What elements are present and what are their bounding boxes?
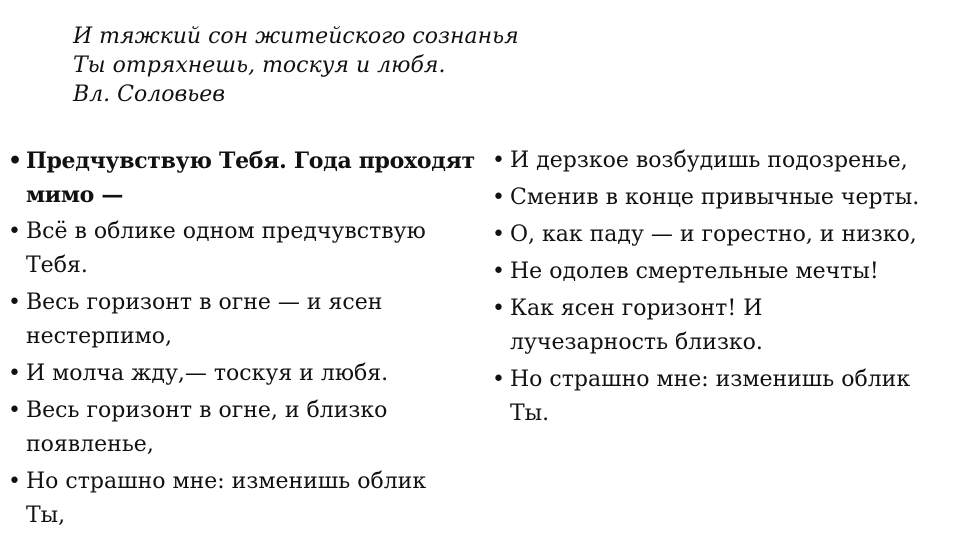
epigraph-line-1: И тяжкий сон житейского сознанья <box>73 24 519 49</box>
bullet: • <box>492 185 505 210</box>
bullet: • <box>8 148 22 174</box>
epigraph-line-2: Ты отряхнешь, тоскуя и любя. <box>73 53 446 78</box>
list-item-line: И дерзкое возбудишь подозренье, <box>510 148 908 173</box>
epigraph <box>73 22 519 109</box>
list-item <box>492 255 958 289</box>
list-item-line: Но страшно мне: изменишь облик <box>26 469 427 494</box>
list-item <box>8 286 480 354</box>
list-item <box>8 394 480 462</box>
list-item-line: Ты. <box>510 401 550 426</box>
list-item-line: Но страшно мне: изменишь облик <box>510 367 911 392</box>
list-item-line: Тебя. <box>26 253 88 278</box>
bullet: • <box>492 222 505 247</box>
bullet: • <box>8 219 21 244</box>
poem-left-column <box>8 144 480 536</box>
list-item-line: Весь горизонт в огне, и близко <box>26 398 388 423</box>
list-item <box>8 465 480 533</box>
list-item <box>492 363 958 431</box>
list-item <box>8 357 480 391</box>
list-item-line: О, как паду — и горестно, и низко, <box>510 222 917 247</box>
list-item-line: Не одолев смертельные мечты! <box>510 259 879 284</box>
bullet: • <box>8 398 21 423</box>
list-item <box>492 218 958 252</box>
list-item-line: лучезарность близко. <box>510 330 763 355</box>
list-item <box>492 144 958 178</box>
list-item-line: мимо — <box>26 182 124 208</box>
bullet: • <box>492 367 505 392</box>
list-item-line: Весь горизонт в огне — и ясен <box>26 290 383 315</box>
bullet: • <box>492 148 505 173</box>
list-item <box>8 215 480 283</box>
bullet: • <box>8 361 21 386</box>
list-item-line: И молча жду,— тоскуя и любя. <box>26 361 389 386</box>
bullet: • <box>492 296 505 321</box>
list-item-line: Сменив в конце привычные черты. <box>510 185 920 210</box>
bullet: • <box>492 259 505 284</box>
bullet: • <box>8 469 21 494</box>
list-item <box>8 144 480 212</box>
list-item-line: появленье, <box>26 432 154 457</box>
list-item-line: Предчувствую Тебя. Года проходят <box>26 148 475 174</box>
list-item-line: Как ясен горизонт! И <box>510 296 763 321</box>
list-item-line: Ты, <box>26 503 66 528</box>
list-item-line: нестерпимо, <box>26 324 172 349</box>
epigraph-author: Вл. Соловьев <box>73 82 226 107</box>
list-item-line: Всё в облике одном предчувствую <box>26 219 426 244</box>
list-item <box>492 181 958 215</box>
bullet: • <box>8 290 21 315</box>
poem-right-column <box>492 144 958 434</box>
list-item <box>492 292 958 360</box>
